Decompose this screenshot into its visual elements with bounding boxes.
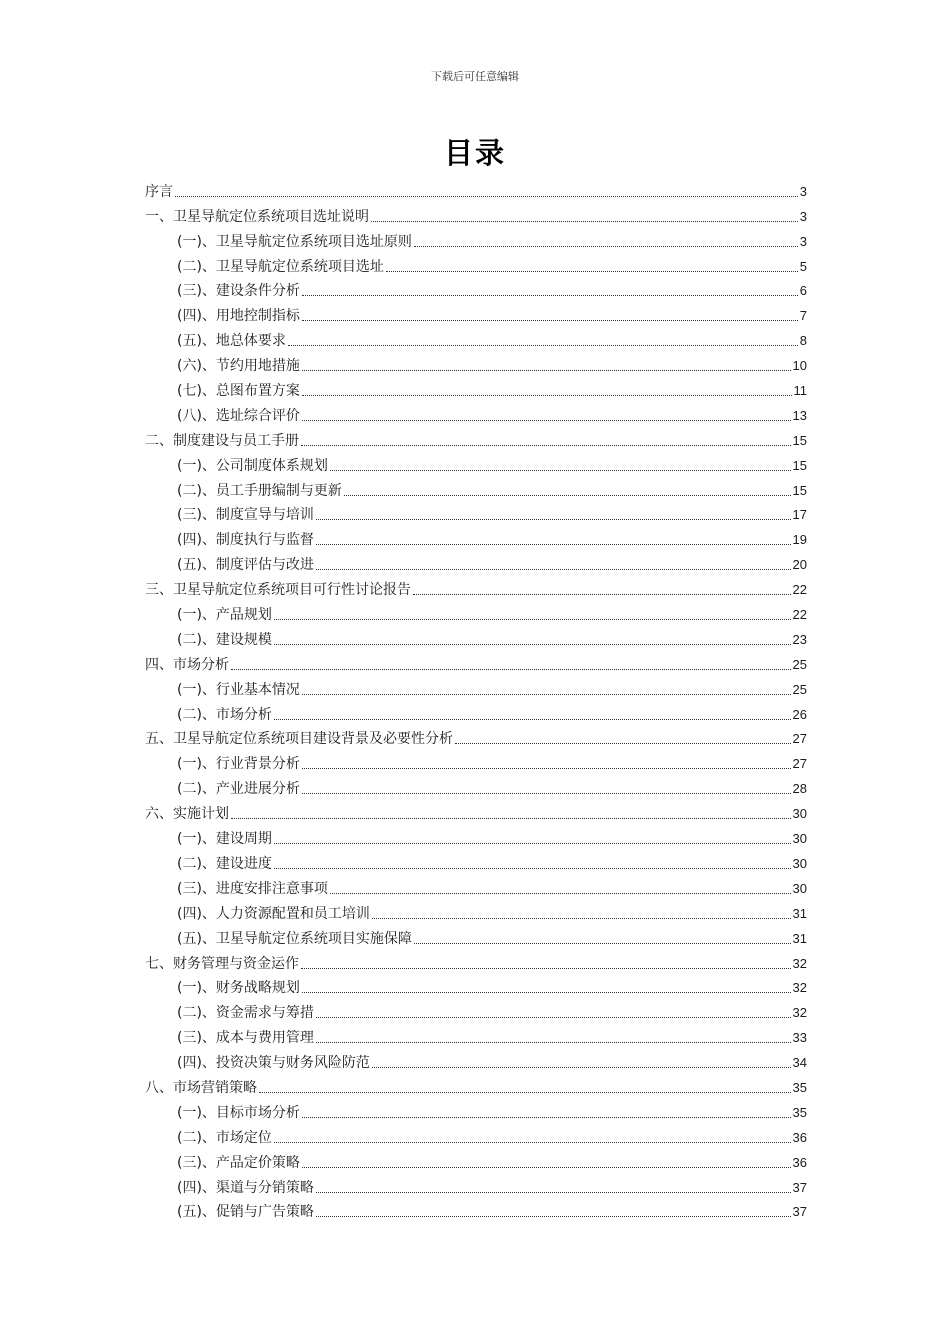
toc-dot-leader <box>316 569 791 570</box>
toc-entry-label: (五)、促销与广告策略 <box>177 1204 314 1221</box>
toc-entry-label: (七)、总图布置方案 <box>177 383 300 400</box>
toc-dot-leader <box>302 370 791 371</box>
toc-entry-label: (二)、资金需求与筹措 <box>177 1005 314 1022</box>
toc-dot-leader <box>302 395 792 396</box>
toc-entry[interactable] <box>145 1046 807 1071</box>
toc-entry-page-number: 22 <box>792 582 807 598</box>
toc-entry-label: (一)、行业基本情况 <box>177 681 300 698</box>
toc-entry-label: (五)、地总体要求 <box>177 333 286 350</box>
toc-entry[interactable] <box>145 872 807 897</box>
toc-entry-page-number: 26 <box>792 706 807 722</box>
toc-entry-page-number: 15 <box>792 457 807 473</box>
toc-entry-page-number: 30 <box>792 855 807 871</box>
toc-dot-leader <box>302 420 791 421</box>
toc-entry-page-number: 37 <box>792 1179 807 1195</box>
toc-entry-label: (二)、市场分析 <box>177 706 272 723</box>
toc-entry[interactable] <box>145 723 807 748</box>
toc-dot-leader <box>316 1216 791 1217</box>
toc-entry-label: (一)、行业背景分析 <box>177 756 300 773</box>
toc-entry-label: (一)、建设周期 <box>177 831 272 848</box>
toc-entry[interactable] <box>145 747 807 772</box>
toc-dot-leader <box>274 719 791 720</box>
toc-entry-page-number: 8 <box>799 333 807 349</box>
toc-entry[interactable] <box>145 299 807 324</box>
toc-entry[interactable] <box>145 648 807 673</box>
toc-entry[interactable] <box>145 523 807 548</box>
toc-entry-label: (八)、选址综合评价 <box>177 407 300 424</box>
toc-entry-page-number: 19 <box>792 532 807 548</box>
toc-dot-leader <box>302 295 798 296</box>
toc-dot-leader <box>302 1167 791 1168</box>
toc-entry-label: (四)、渠道与分销策略 <box>177 1179 314 1196</box>
toc-entry-label: (二)、产业进展分析 <box>177 781 300 798</box>
toc-entry-label: 三、卫星导航定位系统项目可行性讨论报告 <box>145 582 411 599</box>
toc-entry[interactable] <box>145 474 807 499</box>
toc-dot-leader <box>316 519 791 520</box>
toc-title: 目录 <box>443 136 506 170</box>
toc-entry-page-number: 20 <box>792 557 807 573</box>
toc-entry-page-number: 34 <box>792 1055 807 1071</box>
toc-entry-label: 七、财务管理与资金运作 <box>145 955 299 972</box>
toc-entry-page-number: 32 <box>792 980 807 996</box>
toc-entry-label: 序言 <box>145 183 173 200</box>
toc-entry[interactable] <box>145 598 807 623</box>
toc-dot-leader <box>302 320 798 321</box>
toc-entry-page-number: 35 <box>792 1079 807 1095</box>
toc-dot-leader <box>288 345 798 346</box>
toc-dot-leader <box>316 544 791 545</box>
toc-entry-page-number: 28 <box>792 781 807 797</box>
toc-entry[interactable] <box>145 225 807 250</box>
toc-entry-page-number: 36 <box>792 1154 807 1170</box>
toc-entry-label: 一、卫星导航定位系统项目选址说明 <box>145 208 369 225</box>
toc-entry-page-number: 36 <box>792 1129 807 1145</box>
toc-entry[interactable] <box>145 1071 807 1096</box>
toc-entry-page-number: 6 <box>799 283 807 299</box>
toc-entry-page-number: 3 <box>799 183 807 199</box>
toc-entry-page-number: 15 <box>792 482 807 498</box>
toc-entry[interactable] <box>145 1146 807 1171</box>
toc-entry-label: (一)、产品规划 <box>177 607 272 624</box>
toc-entry[interactable] <box>145 275 807 300</box>
toc-entry-label: 二、制度建设与员工手册 <box>145 432 299 449</box>
toc-entry[interactable] <box>145 822 807 847</box>
toc-entry-label: (二)、卫星导航定位系统项目选址 <box>177 258 384 275</box>
table-of-contents <box>145 175 807 1220</box>
toc-entry-label: (四)、制度执行与监督 <box>177 532 314 549</box>
toc-entry-page-number: 7 <box>799 308 807 324</box>
toc-entry-page-number: 35 <box>792 1104 807 1120</box>
toc-entry-page-number: 27 <box>792 756 807 772</box>
toc-dot-leader <box>231 669 791 670</box>
toc-dot-leader <box>175 196 798 197</box>
toc-entry[interactable] <box>145 847 807 872</box>
toc-dot-leader <box>301 968 791 969</box>
toc-dot-leader <box>372 918 791 919</box>
toc-entry-page-number: 23 <box>792 631 807 647</box>
toc-dot-leader <box>231 818 791 819</box>
toc-entry-label: (二)、建设进度 <box>177 855 272 872</box>
toc-entry-page-number: 30 <box>792 806 807 822</box>
toc-entry-page-number: 32 <box>792 955 807 971</box>
toc-entry[interactable] <box>145 349 807 374</box>
toc-entry[interactable] <box>145 573 807 598</box>
toc-dot-leader <box>302 768 791 769</box>
toc-dot-leader <box>302 694 791 695</box>
toc-entry[interactable] <box>145 374 807 399</box>
toc-entry-page-number: 5 <box>799 258 807 274</box>
toc-entry-page-number: 25 <box>792 656 807 672</box>
toc-entry[interactable] <box>145 698 807 723</box>
toc-entry-label: (三)、成本与费用管理 <box>177 1030 314 1047</box>
toc-entry-label: (一)、公司制度体系规划 <box>177 457 328 474</box>
toc-dot-leader <box>302 992 791 993</box>
toc-entry[interactable] <box>145 200 807 225</box>
toc-entry[interactable] <box>145 922 807 947</box>
toc-entry-page-number: 30 <box>792 880 807 896</box>
toc-entry[interactable] <box>145 424 807 449</box>
toc-dot-leader <box>372 1067 791 1068</box>
toc-entry-label: (四)、投资决策与财务风险防范 <box>177 1055 370 1072</box>
toc-entry-label: (四)、人力资源配置和员工培训 <box>177 905 370 922</box>
toc-dot-leader <box>344 495 791 496</box>
toc-entry-label: (一)、目标市场分析 <box>177 1104 300 1121</box>
toc-dot-leader <box>274 1142 791 1143</box>
toc-dot-leader <box>316 1017 791 1018</box>
toc-entry-label: (三)、建设条件分析 <box>177 283 300 300</box>
toc-dot-leader <box>330 893 791 894</box>
toc-entry-page-number: 3 <box>799 233 807 249</box>
toc-dot-leader <box>274 619 791 620</box>
toc-entry-label: (六)、节约用地措施 <box>177 358 300 375</box>
toc-dot-leader <box>259 1092 791 1093</box>
toc-entry-page-number: 37 <box>792 1204 807 1220</box>
toc-entry[interactable] <box>145 972 807 997</box>
toc-entry-label: (二)、建设规模 <box>177 631 272 648</box>
toc-entry-label: (三)、制度宣导与培训 <box>177 507 314 524</box>
toc-dot-leader <box>274 644 791 645</box>
toc-entry-page-number: 31 <box>792 905 807 921</box>
toc-entry[interactable] <box>145 1021 807 1046</box>
toc-entry-page-number: 13 <box>792 407 807 423</box>
toc-entry-page-number: 27 <box>792 731 807 747</box>
toc-dot-leader <box>302 793 791 794</box>
toc-entry[interactable] <box>145 947 807 972</box>
toc-dot-leader <box>330 470 791 471</box>
toc-entry-label: (一)、卫星导航定位系统项目选址原则 <box>177 233 412 250</box>
toc-entry-label: (四)、用地控制指标 <box>177 308 300 325</box>
toc-entry[interactable] <box>145 1121 807 1146</box>
toc-entry-page-number: 32 <box>792 1005 807 1021</box>
toc-dot-leader <box>274 868 791 869</box>
toc-entry[interactable] <box>145 1196 807 1221</box>
toc-entry[interactable] <box>145 772 807 797</box>
toc-dot-leader <box>455 743 791 744</box>
toc-entry-label: (五)、制度评估与改进 <box>177 557 314 574</box>
toc-entry-page-number: 30 <box>792 831 807 847</box>
header-note: 下载后可任意编辑 <box>431 70 519 83</box>
toc-entry-page-number: 15 <box>792 432 807 448</box>
toc-entry[interactable] <box>145 399 807 424</box>
toc-entry-page-number: 3 <box>799 208 807 224</box>
toc-entry[interactable] <box>145 449 807 474</box>
toc-dot-leader <box>316 1192 791 1193</box>
toc-entry-label: (三)、进度安排注意事项 <box>177 880 328 897</box>
toc-entry-label: (二)、员工手册编制与更新 <box>177 482 342 499</box>
toc-entry-page-number: 25 <box>792 681 807 697</box>
toc-entry[interactable] <box>145 996 807 1021</box>
toc-entry-page-number: 11 <box>793 383 807 399</box>
toc-entry[interactable] <box>145 797 807 822</box>
toc-dot-leader <box>414 246 798 247</box>
toc-entry[interactable] <box>145 623 807 648</box>
toc-entry[interactable] <box>145 1096 807 1121</box>
toc-entry-page-number: 22 <box>792 607 807 623</box>
toc-dot-leader <box>386 271 798 272</box>
toc-entry[interactable] <box>145 673 807 698</box>
toc-entry-label: (三)、产品定价策略 <box>177 1154 300 1171</box>
toc-dot-leader <box>302 1117 791 1118</box>
toc-entry-page-number: 31 <box>792 930 807 946</box>
toc-entry-label: 四、市场分析 <box>145 656 229 673</box>
toc-dot-leader <box>301 445 791 446</box>
toc-dot-leader <box>371 221 798 222</box>
toc-entry[interactable] <box>145 897 807 922</box>
toc-dot-leader <box>316 1042 791 1043</box>
toc-entry-label: (一)、财务战略规划 <box>177 980 300 997</box>
toc-entry-label: 五、卫星导航定位系统项目建设背景及必要性分析 <box>145 731 453 748</box>
toc-entry-label: 八、市场营销策略 <box>145 1079 257 1096</box>
toc-entry-label: (五)、卫星导航定位系统项目实施保障 <box>177 930 412 947</box>
toc-entry[interactable] <box>145 250 807 275</box>
toc-dot-leader <box>274 843 791 844</box>
toc-entry[interactable] <box>145 548 807 573</box>
toc-entry[interactable] <box>145 175 807 200</box>
toc-entry-page-number: 17 <box>792 507 807 523</box>
toc-entry[interactable] <box>145 1171 807 1196</box>
toc-dot-leader <box>414 943 791 944</box>
toc-entry-label: 六、实施计划 <box>145 806 229 823</box>
toc-entry[interactable] <box>145 324 807 349</box>
toc-entry-label: (二)、市场定位 <box>177 1129 272 1146</box>
toc-entry-page-number: 33 <box>792 1030 807 1046</box>
toc-entry[interactable] <box>145 499 807 524</box>
toc-dot-leader <box>413 594 791 595</box>
toc-entry-page-number: 10 <box>792 358 807 374</box>
